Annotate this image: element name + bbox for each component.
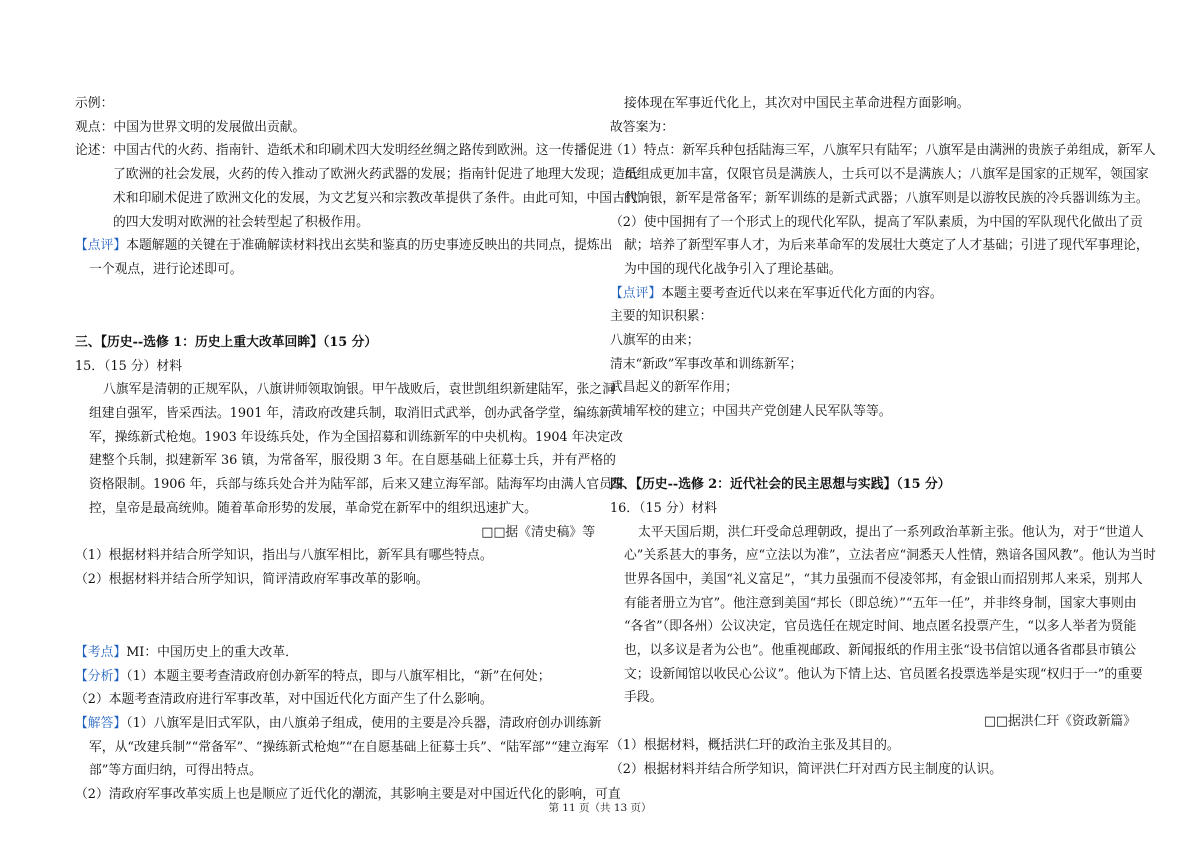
text-line — [610, 139, 1156, 163]
line-text: 清末“新政”军事改革和训练新军； — [610, 356, 803, 372]
line-text: 文；设新闻馆以收民心公议”。他认为下情上达、官员匿名投票选举是实现“权归于一”的重要 — [624, 666, 1143, 682]
line-text: 本题主要考查近代以来在军事近代化方面的内容。 — [661, 285, 943, 301]
line-text: 本题解题的关键在于准确解读材料找出玄奘和鉴真的历史事迹反映出的共同点，提炼出 — [126, 238, 613, 254]
line-text: 观点：中国为世界文明的发展做出贡献。 — [75, 119, 306, 135]
line-text: 16．（15 分）材料 — [610, 500, 718, 516]
text-line — [75, 688, 595, 712]
line-text: （2）根据材料并结合所学知识，简评洪仁玕对西方民主制度的认识。 — [610, 761, 1003, 777]
text-line — [75, 759, 595, 783]
line-text: （2）清政府军事改革实质上也是顺应了近代化的潮流，其影响主要是对中国近代化的影响，可直 — [75, 787, 621, 803]
text-line — [75, 449, 616, 473]
text-line — [75, 665, 595, 689]
line-text: “各省”（即各州）公议决定，官员选任在规定时间、地点匿名投票产生，“以多人举者为贤能 — [624, 619, 1137, 635]
text-line — [75, 521, 595, 545]
text-line — [610, 521, 1144, 545]
line-text: 为中国的现代化战争引入了理论基础。 — [624, 261, 842, 277]
text-line — [610, 615, 1136, 639]
text-line — [610, 497, 1136, 521]
text-line — [75, 92, 595, 116]
text-line — [610, 116, 1136, 140]
line-text: □□据《清史稿》等 — [481, 524, 595, 540]
text-line — [610, 163, 1149, 187]
line-text: 有能者册立为官”。他注意到美国“邦长（即总统）”“五年一任”，并非终身制，国家大事则由 — [624, 595, 1137, 611]
blank-line — [610, 437, 1136, 461]
line-text: □□据洪仁玕《资政新篇》 — [983, 714, 1136, 730]
text-line — [75, 497, 595, 521]
text-line — [610, 734, 1136, 758]
comment-tag: 【点评】 — [75, 238, 127, 254]
text-line — [75, 568, 595, 592]
text-line — [610, 187, 1149, 211]
line-text: 献；培养了新型军事人才，为后来革命军的发展壮大奠定了人才基础；引进了现代军事理论， — [624, 238, 1149, 254]
text-line — [610, 305, 1136, 329]
line-text: 军，从“改建兵制”“常备军”、“操练新式枪炮”“在自愿基础上征募士兵”、“陆军部”“建立海军 — [89, 739, 609, 755]
text-line — [610, 544, 1156, 568]
text-line — [75, 712, 602, 736]
line-text: 部”等方面归纳，可得出特点。 — [89, 763, 262, 779]
line-text: 故答案为： — [610, 119, 674, 135]
line-text: （2）根据材料并结合所学知识，简评清政府军事改革的影响。 — [75, 571, 429, 587]
blank-line — [75, 294, 595, 318]
line-text: 世界各国中，美国“礼义富足”，“其力虽强而不侵凌邻邦，有金银山而招别邦人来采，别邦人 — [624, 571, 1143, 587]
line-text: 的饷银，新军是常备军；新军训练的是新式武器；八旗军则是以游牧民族的冷兵器训练为主。 — [624, 190, 1149, 206]
line-text: 军，操练新式枪炮。1903 年设练兵处，作为全国招募和训练新军的中央机构。1904 年决定改 — [89, 429, 623, 445]
text-line — [610, 663, 1143, 687]
line-text: （1）根据材料并结合所学知识，指出与八旗军相比，新军具有哪些特点。 — [75, 548, 493, 564]
text-line — [610, 639, 1136, 663]
text-line — [610, 592, 1136, 616]
text-line — [610, 329, 1136, 353]
line-text: MI：中国历史上的重大改革． — [126, 644, 298, 660]
text-line — [610, 211, 1143, 235]
line-text: 15．（15 分）材料 — [75, 358, 183, 374]
line-text: 论述：中国古代的火药、指南针、造纸术和印刷术四大发明经丝绸之路传到欧洲。这一传播促进 — [75, 143, 613, 159]
text-line — [610, 758, 1136, 782]
line-text: 建整个兵制，拟建新军 36 镇，为常备军，服役期 3 年。在自愿基础上征募士兵，并有严格的 — [89, 453, 616, 469]
line-text: 四、【历史--选修 2：近代社会的民主思想与实践】（15 分） — [610, 477, 951, 493]
text-line — [75, 258, 595, 282]
line-text: 也，以多议是者为公也”。他重视邮政、新闻报纸的作用主张“设书信馆以通各省郡县市镇公 — [624, 643, 1137, 659]
line-text: 示例： — [75, 96, 114, 111]
line-text: （2）本题考查清政府进行军事改革，对中国近代化方面产生了什么影响。 — [75, 692, 493, 708]
line-text: （1）根据材料，概括洪仁玕的政治主张及其目的。 — [610, 737, 900, 753]
text-line — [610, 400, 1136, 424]
blank-line — [75, 604, 595, 628]
text-line — [610, 376, 1136, 400]
line-text: （1）八旗军是旧式军队，由八旗弟子组成，使用的主要是冷兵器，清政府创办训练新 — [126, 716, 602, 732]
line-text: 接体现在军事近代化上，其次对中国民主革命进程方面影响。 — [624, 96, 970, 111]
text-line — [610, 710, 1136, 734]
line-text: 主要的知识积累： — [610, 309, 713, 325]
line-text: 八旗军的由来； — [610, 333, 700, 349]
text-line — [75, 211, 595, 235]
text-line — [75, 641, 595, 665]
line-text: 员组成更加丰富，仅限官员是满族人，士兵可以不是满族人；八旗军是国家的正规军，领国家 — [624, 167, 1149, 183]
text-line — [75, 355, 595, 379]
comment-tag: 【考点】 — [75, 644, 127, 660]
comment-tag: 【解答】 — [75, 716, 127, 732]
text-line — [610, 282, 1136, 306]
right-column — [610, 92, 1156, 781]
text-line — [75, 544, 595, 568]
text-line — [610, 686, 1136, 710]
line-text: 手段。 — [624, 690, 663, 706]
line-text: 八旗军是清朝的正规军队，八旗讲师领取饷银。甲午战败后，袁世凯组织新建陆军，张之洞 — [103, 382, 615, 398]
line-text: 黄埔军校的建立；中国共产党创建人民军队等等。 — [610, 404, 892, 420]
text-line — [75, 187, 638, 211]
comment-tag: 【点评】 — [610, 285, 662, 301]
line-text: 的四大发明对欧洲的社会转型起了积极作用。 — [113, 214, 369, 230]
line-text: 三、【历史--选修 1：历史上重大改革回眸】（15 分） — [75, 334, 378, 350]
line-text: 组建自强军，皆采西法。1901 年，清政府改建兵制，取消旧式武举，创办武备学堂，编练新 — [89, 406, 612, 422]
section-heading — [610, 473, 1136, 497]
page-footer: 第 11 页（共 13 页） — [548, 802, 652, 814]
text-line — [75, 139, 613, 163]
text-line — [610, 92, 1136, 116]
text-line — [75, 736, 609, 760]
text-line — [75, 473, 625, 497]
line-text: 资格限制。1906 年，兵部与练兵处合并为陆军部，后来又建立海军部。陆海军均由满人官员掌 — [89, 477, 625, 493]
line-text: （1）特点：新军兵种包括陆海三军，八旗军只有陆军；八旗军是由满洲的贵族子弟组成，新军人 — [610, 143, 1156, 159]
section-heading — [75, 331, 595, 355]
line-text: 武昌起义的新军作用； — [610, 380, 738, 396]
text-line — [610, 353, 1136, 377]
line-text: 心”关系甚大的事务，应“立法以为准”，立法者应“洞悉天人性情，熟谙各国风教”。他认为当时 — [624, 548, 1156, 564]
line-text: （2）使中国拥有了一个形式上的现代化军队，提高了军队素质，为中国的军队现代化做出了贡 — [610, 214, 1143, 230]
line-text: 太平天国后期，洪仁玕受命总理朝政，提出了一系列政治革新主张。他认为，对于“世道人 — [638, 524, 1144, 540]
line-text: 一个观点，进行论述即可。 — [89, 261, 243, 277]
text-line — [75, 116, 595, 140]
comment-tag: 【分析】 — [75, 668, 127, 684]
text-line — [75, 426, 623, 450]
text-line — [75, 378, 615, 402]
line-text: （1）本题主要考查清政府创办新军的特点，即与八旗军相比，“新”在何处； — [126, 668, 551, 684]
text-line — [610, 568, 1143, 592]
line-text: 术和印刷术促进了欧洲文化的发展，为文艺复兴和宗教改革提供了条件。由此可知，中国古代 — [113, 190, 638, 206]
text-line — [75, 163, 638, 187]
line-text: 控，皇帝是最高统帅。随着革命形势的发展，革命党在新军中的组织迅速扩大。 — [89, 500, 537, 516]
left-column — [75, 92, 638, 807]
line-text: 了欧洲的社会发展，火药的传入推动了欧洲火药武器的发展；指南针促进了地理大发现；造纸 — [113, 167, 638, 183]
text-line — [610, 234, 1149, 258]
text-line — [75, 234, 613, 258]
text-line — [75, 402, 612, 426]
text-line — [610, 258, 1136, 282]
